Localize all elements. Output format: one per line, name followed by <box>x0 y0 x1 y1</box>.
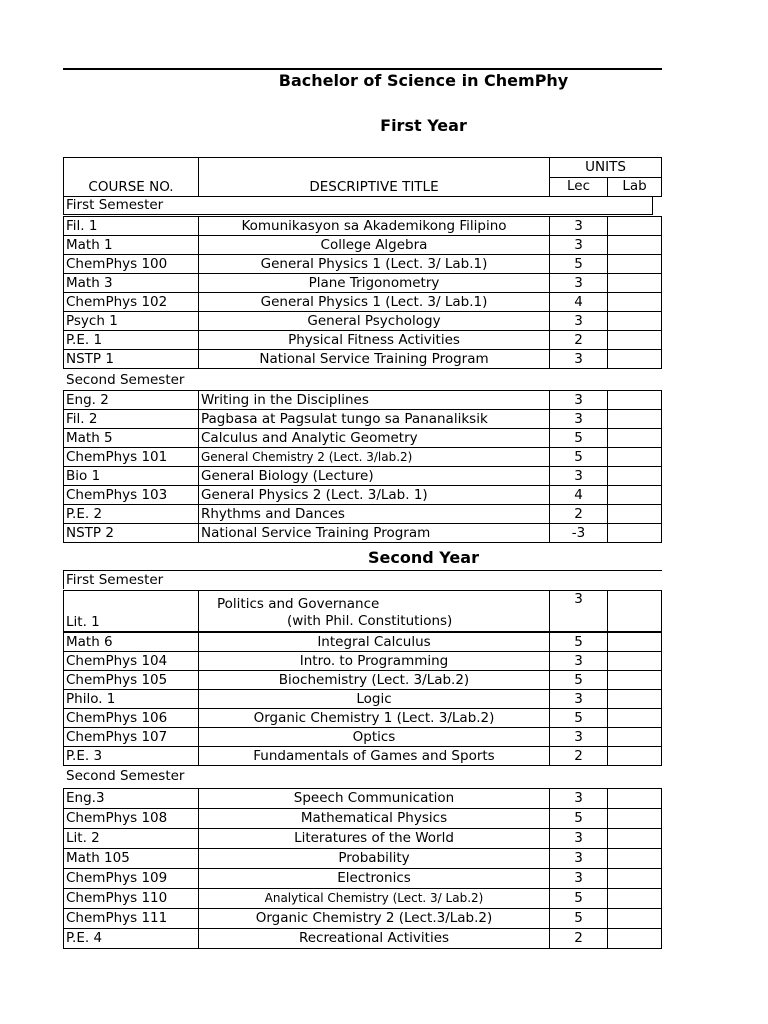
course-title: Mathematical Physics <box>199 809 550 829</box>
lec-units: 3 <box>550 652 608 671</box>
units-header: UNITS <box>550 158 662 178</box>
descriptive-title-header: DESCRIPTIVE TITLE <box>199 158 550 197</box>
lab-units <box>608 524 662 543</box>
course-title: Writing in the Disciplines <box>199 391 550 410</box>
course-code: P.E. 4 <box>64 929 199 949</box>
course-title: Politics and Governance (with Phil. Constitutions) <box>199 591 550 632</box>
lab-units <box>608 849 662 869</box>
lab-units <box>608 652 662 671</box>
lab-units <box>608 350 662 369</box>
table-row <box>64 255 662 274</box>
top-rule <box>63 68 662 70</box>
course-code: NSTP 1 <box>64 350 199 369</box>
table-row <box>64 889 662 909</box>
course-code: ChemPhys 108 <box>64 809 199 829</box>
lab-units <box>608 929 662 949</box>
table-row <box>64 709 662 728</box>
table-row <box>64 391 662 410</box>
course-title: General Psychology <box>199 312 550 331</box>
course-code: Math 1 <box>64 236 199 255</box>
table-row <box>64 467 662 486</box>
table-row <box>64 312 662 331</box>
lec-units: 3 <box>550 274 608 293</box>
course-title: Biochemistry (Lect. 3/Lab.2) <box>199 671 550 690</box>
course-code: ChemPhys 105 <box>64 671 199 690</box>
lab-units <box>608 728 662 747</box>
table-row <box>64 829 662 849</box>
table-row <box>64 929 662 949</box>
lab-units <box>608 217 662 236</box>
lec-units: 2 <box>550 505 608 524</box>
course-title: Fundamentals of Games and Sports <box>199 747 550 766</box>
lab-units <box>608 255 662 274</box>
table-row <box>64 429 662 448</box>
table-row <box>64 690 662 709</box>
table-row <box>64 728 662 747</box>
course-title: Electronics <box>199 869 550 889</box>
second-year-lit1-table <box>63 590 662 632</box>
semester-label: Second Semester <box>66 768 185 784</box>
course-no-header: COURSE NO. <box>64 158 199 197</box>
course-title: National Service Training Program <box>199 350 550 369</box>
lec-units: 3 <box>550 312 608 331</box>
course-code: Bio 1 <box>64 467 199 486</box>
lec-units: 3 <box>550 467 608 486</box>
table-row <box>64 448 662 467</box>
table-row <box>64 505 662 524</box>
course-title: Rhythms and Dances <box>199 505 550 524</box>
table-row <box>64 293 662 312</box>
course-code: ChemPhys 101 <box>64 448 199 467</box>
course-title: Literatures of the World <box>199 829 550 849</box>
lec-units: 2 <box>550 747 608 766</box>
table-row <box>64 331 662 350</box>
program-title: Bachelor of Science in ChemPhy <box>278 71 569 90</box>
lec-units: 3 <box>550 217 608 236</box>
lec-units: 4 <box>550 293 608 312</box>
course-code: Lit. 2 <box>64 829 199 849</box>
lec-header: Lec <box>550 177 608 197</box>
table-row <box>64 909 662 929</box>
lec-units: 5 <box>550 671 608 690</box>
lec-units: 3 <box>550 849 608 869</box>
table-row <box>64 274 662 293</box>
table-row <box>64 217 662 236</box>
course-title: College Algebra <box>199 236 550 255</box>
course-title: Intro. to Programming <box>199 652 550 671</box>
lec-units: 3 <box>550 350 608 369</box>
lab-units <box>608 809 662 829</box>
course-code: ChemPhys 100 <box>64 255 199 274</box>
course-code: Lit. 1 <box>64 591 199 632</box>
table-row <box>64 486 662 505</box>
course-title: Probability <box>199 849 550 869</box>
course-title: Plane Trigonometry <box>199 274 550 293</box>
course-title: Calculus and Analytic Geometry <box>199 429 550 448</box>
lec-units: 5 <box>550 255 608 274</box>
lec-units: 5 <box>550 889 608 909</box>
course-title: Speech Communication <box>199 789 550 809</box>
semester-label: First Semester <box>64 571 663 590</box>
lec-units: 3 <box>550 728 608 747</box>
lec-units: -3 <box>550 524 608 543</box>
first-year-header-table <box>63 157 662 197</box>
course-code: ChemPhys 102 <box>64 293 199 312</box>
lab-units <box>608 709 662 728</box>
second-year-sem1-rows <box>63 632 662 766</box>
course-code: NSTP 2 <box>64 524 199 543</box>
course-title: Komunikasyon sa Akademikong Filipino <box>199 217 550 236</box>
course-title: Integral Calculus <box>199 633 550 652</box>
course-code: ChemPhys 106 <box>64 709 199 728</box>
table-row <box>64 591 662 632</box>
first-year-sem1-rows <box>63 216 662 369</box>
first-year-sem1-table <box>63 196 653 215</box>
lab-units <box>608 909 662 929</box>
second-year-heading: Second Year <box>368 548 479 567</box>
lab-units <box>608 633 662 652</box>
course-title: General Chemistry 2 (Lect. 3/lab.2) <box>199 448 550 467</box>
course-title: General Physics 1 (Lect. 3/ Lab.1) <box>199 293 550 312</box>
lab-units <box>608 505 662 524</box>
course-code: ChemPhys 107 <box>64 728 199 747</box>
table-row <box>64 789 662 809</box>
course-title: General Biology (Lecture) <box>199 467 550 486</box>
table-row <box>64 350 662 369</box>
lec-units: 3 <box>550 236 608 255</box>
course-code: ChemPhys 103 <box>64 486 199 505</box>
semester-label: Second Semester <box>66 372 185 388</box>
course-code: Fil. 1 <box>64 217 199 236</box>
lab-units <box>608 889 662 909</box>
lab-units <box>608 312 662 331</box>
table-row <box>64 410 662 429</box>
lec-units: 5 <box>550 448 608 467</box>
table-row <box>64 809 662 829</box>
lec-units: 2 <box>550 929 608 949</box>
lab-units <box>608 410 662 429</box>
course-code: Fil. 2 <box>64 410 199 429</box>
course-code: ChemPhys 111 <box>64 909 199 929</box>
course-code: ChemPhys 110 <box>64 889 199 909</box>
table-row <box>64 869 662 889</box>
course-code: Eng. 2 <box>64 391 199 410</box>
course-code: P.E. 1 <box>64 331 199 350</box>
lab-units <box>608 789 662 809</box>
table-row <box>64 633 662 652</box>
course-code: P.E. 2 <box>64 505 199 524</box>
table-row <box>64 236 662 255</box>
course-code: P.E. 3 <box>64 747 199 766</box>
lec-units: 5 <box>550 633 608 652</box>
lab-units <box>608 391 662 410</box>
lab-units <box>608 829 662 849</box>
lec-units: 3 <box>550 789 608 809</box>
course-title: Optics <box>199 728 550 747</box>
lab-units <box>608 690 662 709</box>
lab-header: Lab <box>608 177 662 197</box>
course-title: Recreational Activities <box>199 929 550 949</box>
lec-units: 5 <box>550 909 608 929</box>
course-code: Math 6 <box>64 633 199 652</box>
lab-units <box>608 467 662 486</box>
lab-units <box>608 747 662 766</box>
lec-units: 4 <box>550 486 608 505</box>
table-row <box>64 524 662 543</box>
course-code: Eng.3 <box>64 789 199 809</box>
course-code: Math 3 <box>64 274 199 293</box>
course-title: Organic Chemistry 2 (Lect.3/Lab.2) <box>199 909 550 929</box>
lec-units: 3 <box>550 391 608 410</box>
lab-units <box>608 236 662 255</box>
lec-units: 5 <box>550 809 608 829</box>
first-year-sem2-rows <box>63 390 662 543</box>
lab-units <box>608 274 662 293</box>
lab-units <box>608 486 662 505</box>
course-code: Philo. 1 <box>64 690 199 709</box>
course-code: Psych 1 <box>64 312 199 331</box>
lab-units <box>608 429 662 448</box>
lec-units: 5 <box>550 709 608 728</box>
course-code: ChemPhys 109 <box>64 869 199 889</box>
course-title: National Service Training Program <box>199 524 550 543</box>
table-row <box>64 652 662 671</box>
lab-units <box>608 331 662 350</box>
lab-units <box>608 671 662 690</box>
course-title: Analytical Chemistry (Lect. 3/ Lab.2) <box>199 889 550 909</box>
lec-units: 2 <box>550 331 608 350</box>
lab-units <box>608 869 662 889</box>
lec-units: 3 <box>550 829 608 849</box>
table-row <box>64 671 662 690</box>
lec-units: 3 <box>550 591 608 632</box>
course-title: Physical Fitness Activities <box>199 331 550 350</box>
semester-label: First Semester <box>64 196 653 215</box>
course-title: Logic <box>199 690 550 709</box>
lec-units: 3 <box>550 869 608 889</box>
course-title: Pagbasa at Pagsulat tungo sa Pananaliksik <box>199 410 550 429</box>
table-row <box>64 747 662 766</box>
course-title: General Physics 1 (Lect. 3/ Lab.1) <box>199 255 550 274</box>
second-year-sem1-label-table <box>63 570 662 589</box>
course-title: Organic Chemistry 1 (Lect. 3/Lab.2) <box>199 709 550 728</box>
course-title: General Physics 2 (Lect. 3/Lab. 1) <box>199 486 550 505</box>
course-code: ChemPhys 104 <box>64 652 199 671</box>
lec-units: 5 <box>550 429 608 448</box>
lab-units <box>608 293 662 312</box>
lec-units: 3 <box>550 690 608 709</box>
lab-units <box>608 591 662 632</box>
lab-units <box>608 448 662 467</box>
course-code: Math 105 <box>64 849 199 869</box>
table-row <box>64 849 662 869</box>
lec-units: 3 <box>550 410 608 429</box>
second-year-sem2-rows <box>63 788 662 949</box>
course-code: Math 5 <box>64 429 199 448</box>
first-year-heading: First Year <box>380 116 467 135</box>
